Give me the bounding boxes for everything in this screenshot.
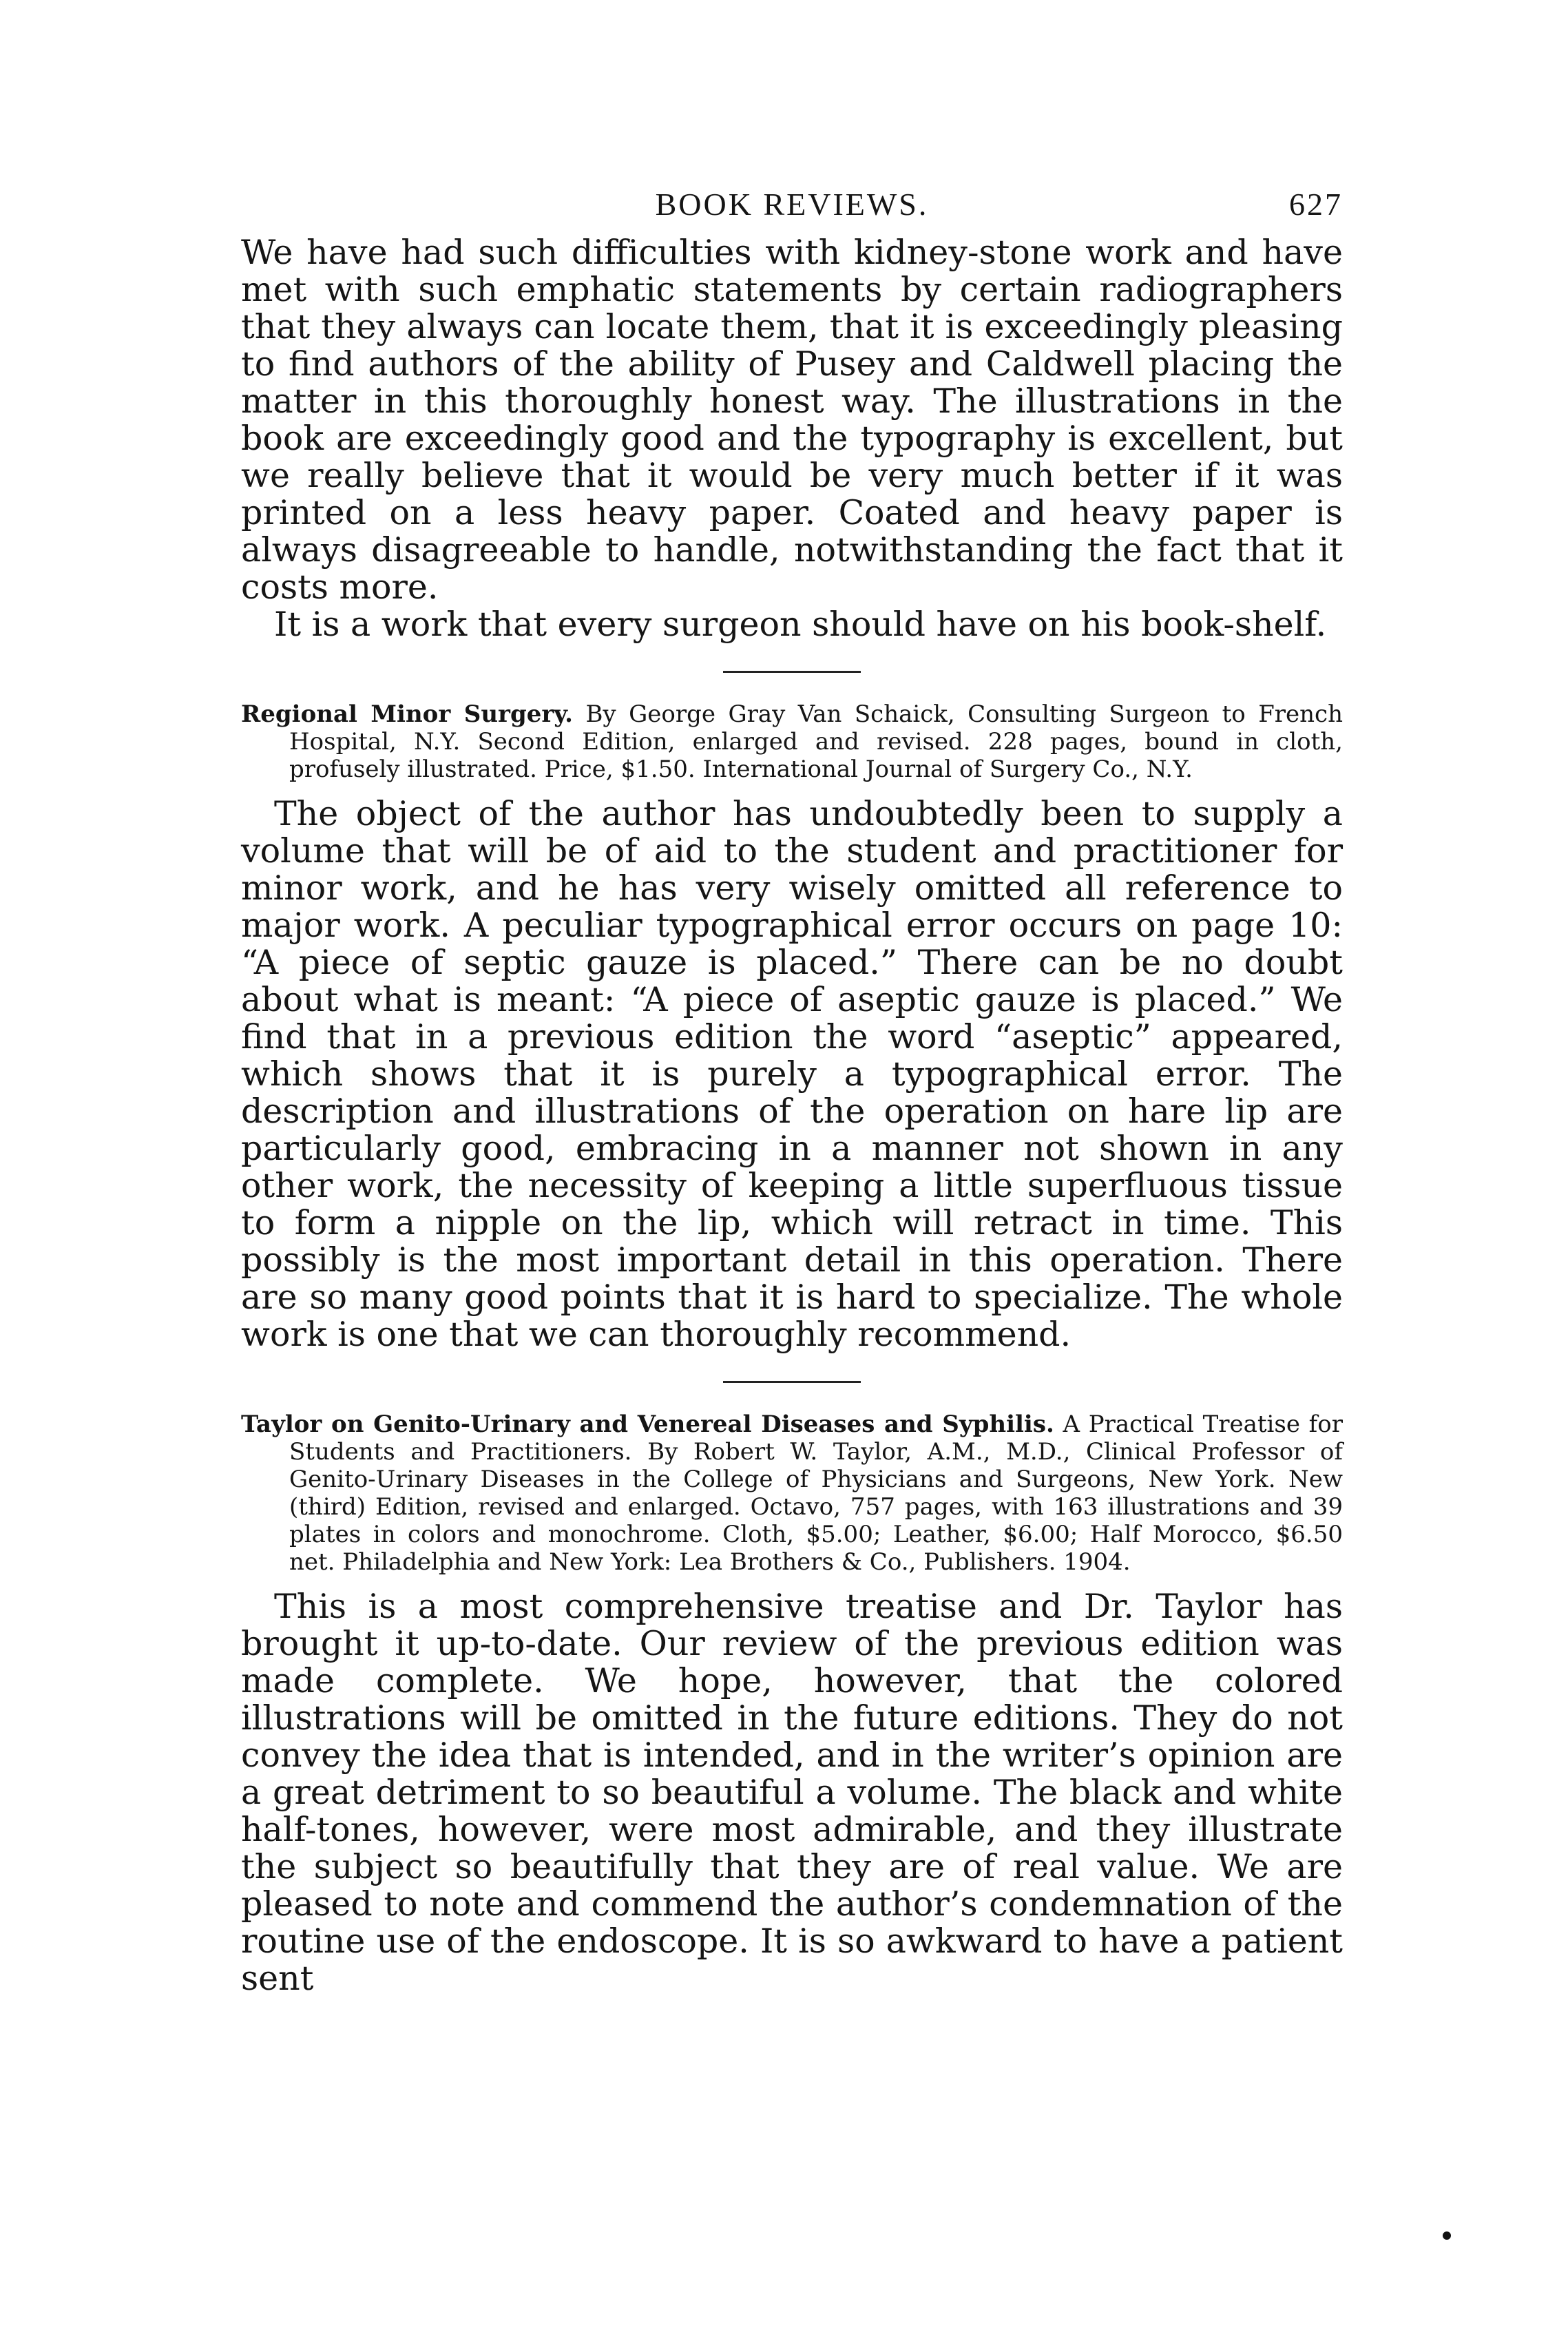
book-citation [241,700,1343,783]
review-taylor-genito-urinary [241,1411,1343,1997]
page-number: 627 [1289,187,1343,222]
book-page [241,186,1343,1997]
book-citation [241,1411,1343,1576]
review-paragraph: The object of the author has undoubtedly been to supply a volume that will be of aid to the student and practitioner for minor work, and he has very wisely omitted all reference to major work. A peculiar typographical error occurs on page 10: “A piece of septic gauze is placed.” There can be no doubt about what is meant: “A piece of aseptic gauze is placed.” We find that in a previous edition the word “aseptic” appeared, which shows that it is purely a typographical error. The description and illustrations of the operation on hare lip are particularly good, embracing in a manner not shown in any other work, the necessity of keeping a little superfluous tissue to form a nipple on the lip, which will retract in time. This possibly is the most important detail in this operation. There are so many good points that it is hard to specialize. The whole work is one that we can thoroughly recommend. [241,794,1343,1354]
book-details: A Practical Treatise for Students and Practitioners. By Robert W. Taylor, A.M., M.D., Clinical Professor of Genito-Urinary Diseases in the College of Physicians and Surgeons, New York. New (third) Edition, revised and enlarged. Octavo, 757 pages, with 163 illustrations and 39 plates in colors and monochrome. Cloth, $5.00; Leather, $6.00; Half Morocco, $6.50 net. Philadelphia and New York: Lea Brothers & Co., Publishers. 1904. [289,1411,1343,1576]
review-kidney-stone-continuation [241,234,1343,643]
section-divider [723,671,861,673]
review-paragraph: This is a most comprehensive treatise and Dr. Taylor has brought it up-to-date. Our review of the previous edition was made complete. We hope, however, that the colored illustrations will be omitted in the future editions. They do not convey the idea that is intended, and in the writer’s opinion are a great detriment to so beautiful a volume. The black and white half-tones, however, were most admirable, and they illustrate the subject so beautifully that they are of real value. We are pleased to note and commend the author’s condemnation of the routine use of the endoscope. It is so awkward to have a patient sent [241,1587,1343,1998]
book-title: Taylor on Genito-Urinary and Venereal Diseases and Syphilis. [241,1411,1054,1438]
running-head [241,186,1343,234]
book-title: Regional Minor Surgery. [241,700,573,728]
review-regional-minor-surgery [241,700,1343,1353]
margin-dot [1443,2231,1451,2240]
review-paragraph: It is a work that every surgeon should have on his book-shelf. [274,605,1327,644]
review-paragraph: We have had such difficulties with kidney-stone work and have met with such emphatic statements by certain radiographers that they always can locate them, that it is exceedingly pleasing to find authors of the ability of Pusey and Caldwell placing the matter in this thoroughly honest way. The illustrations in the book are exceedingly good and the typography is excellent, but we really believe that it would be very much better if it was printed on a less heavy paper. Coated and heavy paper is always disagreeable to handle, notwithstanding the fact that it costs more. [241,233,1343,607]
book-details: By George Gray Van Schaick, Consulting Surgeon to French Hospital, N.Y. Second Edition, enlarged and revised. 228 pages, bound in cloth, profusely illustrated. Price, $1.50. International Journal of Surgery Co., N.Y. [289,700,1343,783]
page-title: BOOK REVIEWS. [655,187,929,222]
section-divider [723,1381,861,1383]
